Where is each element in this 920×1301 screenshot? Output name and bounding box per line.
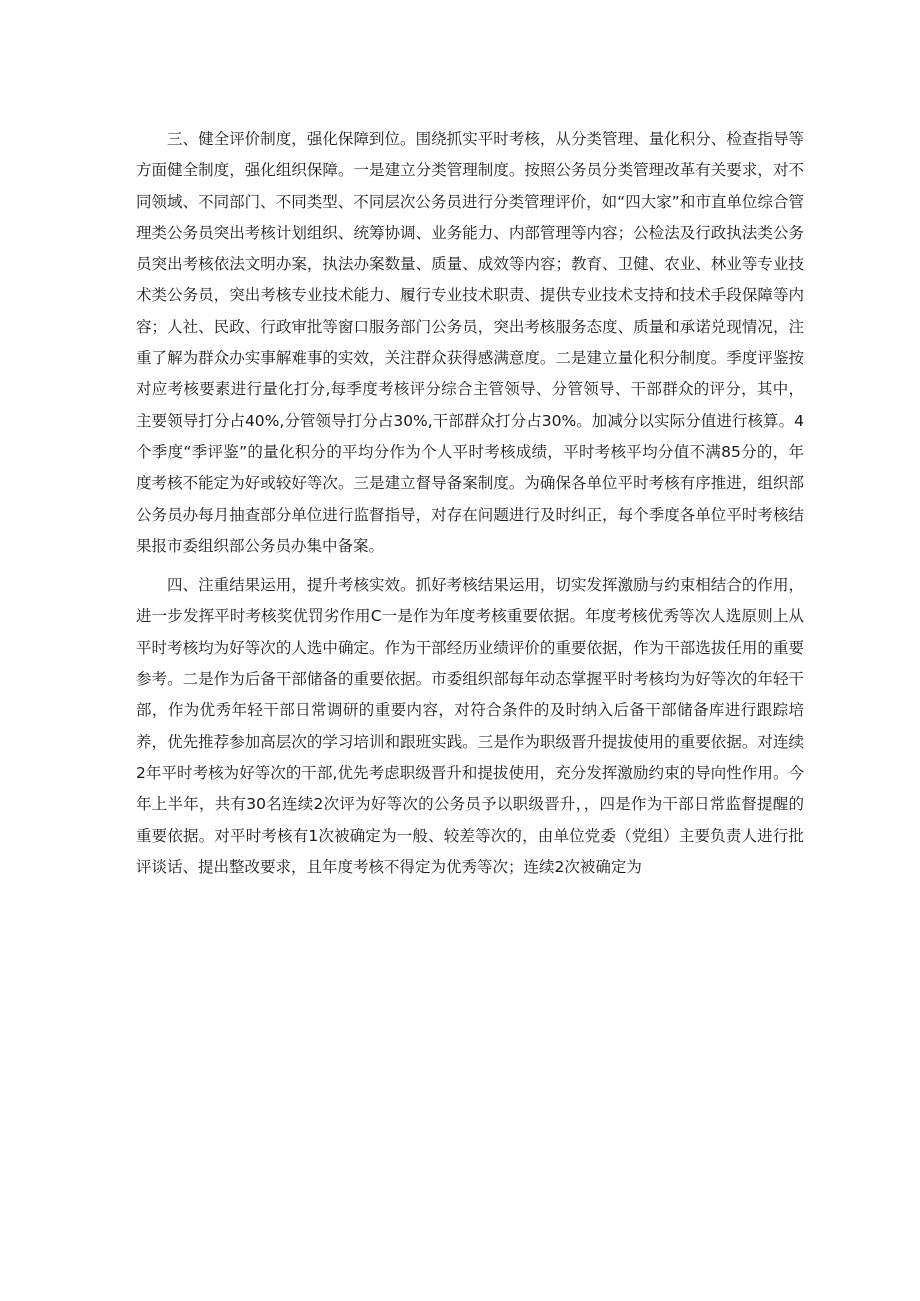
paragraph-result-application: 四、注重结果运用，提升考核实效。抓好考核结果运用，切实发挥激励与约束相结合的作用，进一步发挥平时考核奖优罚劣作用C一是作为年度考核重要依据。年度考核优秀等次人选原则上从平时考核均为好等次的人选中确定。作为干部经历业绩评价的重要依据，作为干部选拔任用的重要参考。二是作为后备干部储备的重要依据。市委组织部每年动态掌握平时考核均为好等次的年轻干部，作为优秀年轻干部日常调研的重要内容，对符合条件的及时纳入后备干部储备库进行跟踪培养，优先推荐参加高层次的学习培训和跟班实践。三是作为职级晋升提拔使用的重要依据。对连续2年平时考核为好等次的干部,优先考虑职级晋升和提拔使用，充分发挥激励约束的导向性作用。今年上半年，共有30名连续2次评为好等次的公务员予以职级晋升，，四是作为干部日常监督提醒的重要依据。对平时考核有1次被确定为一般、较差等次的，由单位党委（党组）主要负责人进行批评谈话、提出整改要求，且年度考核不得定为优秀等次；连续2次被确定为	[136, 576, 804, 876]
document-body	[136, 124, 804, 883]
paragraph-evaluation-system: 三、健全评价制度，强化保障到位。围绕抓实平时考核，从分类管理、量化积分、检查指导等方面健全制度，强化组织保障。一是建立分类管理制度。按照公务员分类管理改革有关要求，对不同领域、不同部门、不同类型、不同层次公务员进行分类管理评价，如“四大家”和市直单位综合管理类公务员突出考核计划组织、统筹协调、业务能力、内部管理等内容；公检法及行政执法类公务员突出考核依法文明办案，执法办案数量、质量、成效等内容；教育、卫健、农业、林业等专业技术类公务员，突出考核专业技术能力、履行专业技术职责、提供专业技术支持和技术手段保障等内容；人社、民政、行政审批等窗口服务部门公务员，突出考核服务态度、质量和承诺兑现情况，注重了解为群众办实事解难事的实效，关注群众获得感满意度。二是建立量化积分制度。季度评鉴按对应考核要素进行量化打分,每季度考核评分综合主管领导、分管领导、干部群众的评分，其中，主要领导打分占40%,分管领导打分占30%,干部群众打分占30%。加减分以实际分值进行核算。4个季度“季评鉴”的量化积分的平均分作为个人平时考核成绩，平时考核平均分值不满85分的，年度考核不能定为好或较好等次。三是建立督导备案制度。为确保各单位平时考核有序推进，组织部公务员办每月抽查部分单位进行监督指导，对存在问题进行及时纠正，每个季度各单位平时考核结果报市委组织部公务员办集中备案。	[136, 130, 804, 555]
